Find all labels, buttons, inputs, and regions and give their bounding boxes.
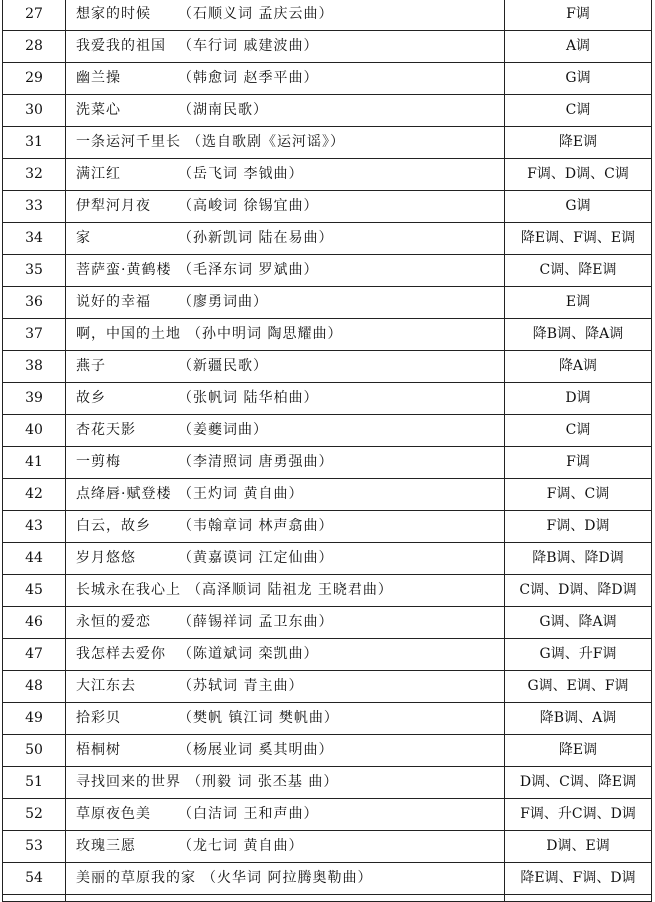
song-key: C调、降E调: [505, 255, 652, 287]
song-cell: [66, 287, 505, 319]
song-key: F调: [505, 0, 652, 31]
row-number: 42: [3, 479, 66, 511]
row-number: 29: [3, 63, 66, 95]
table-row: [3, 639, 652, 671]
song-key: G调: [505, 191, 652, 223]
song-key: F调、升C调、D调: [505, 799, 652, 831]
song-cell: [66, 767, 505, 799]
row-number: 47: [3, 639, 66, 671]
song-cell: [66, 511, 505, 543]
row-number: 30: [3, 95, 66, 127]
song-cell: [66, 159, 505, 191]
table-row: [3, 383, 652, 415]
song-credit: （王灼词 黄自曲）: [178, 486, 304, 502]
song-credit: （廖勇词曲）: [178, 294, 268, 310]
song-credit: （岳飞词 李钺曲）: [178, 166, 304, 182]
song-credit: （苏轼词 青主曲）: [178, 678, 304, 694]
song-cell: [66, 95, 505, 127]
song-title: 我怎样去爱你: [76, 646, 166, 662]
song-credit: （毛泽东词 罗斌曲）: [178, 262, 319, 278]
song-key: 降B调、降A调: [505, 319, 652, 351]
song-credit: （龙七词 黄自曲）: [178, 838, 304, 854]
song-credit: （高峻词 徐锡宜曲）: [178, 198, 319, 214]
row-number: 39: [3, 383, 66, 415]
song-key: G调、升F调: [505, 639, 652, 671]
row-number: 28: [3, 31, 66, 63]
row-number: 32: [3, 159, 66, 191]
table-row: [3, 703, 652, 735]
song-title: 一剪梅: [76, 454, 121, 470]
row-number: 38: [3, 351, 66, 383]
song-key: 降E调、F调、D调: [505, 863, 652, 895]
empty-cell: [505, 895, 652, 902]
song-key: E调: [505, 287, 652, 319]
table-row: [3, 447, 652, 479]
song-credit: （火华词 阿拉腾奥勒曲）: [202, 870, 373, 886]
table-row: [3, 479, 652, 511]
song-cell: [66, 383, 505, 415]
song-table: [2, 0, 652, 902]
song-cell: [66, 543, 505, 575]
table-row: [3, 799, 652, 831]
song-cell: [66, 479, 505, 511]
row-number: 51: [3, 767, 66, 799]
song-key: C调: [505, 95, 652, 127]
song-title: 洗菜心: [76, 102, 121, 118]
song-title: 燕子: [76, 358, 106, 374]
song-cell: [66, 191, 505, 223]
song-cell: [66, 255, 505, 287]
song-key: 降B调、降D调: [505, 543, 652, 575]
row-number: 41: [3, 447, 66, 479]
song-cell: [66, 31, 505, 63]
song-credit: （新疆民歌）: [178, 358, 268, 374]
song-credit: （选自歌剧《运河谣》）: [187, 134, 345, 150]
table-row: [3, 127, 652, 159]
song-title: 说好的幸福: [76, 294, 151, 310]
song-title: 故乡: [76, 390, 106, 406]
song-title: 草原夜色美: [76, 806, 151, 822]
song-title: 拾彩贝: [76, 710, 121, 726]
song-credit: （薛锡祥词 孟卫东曲）: [178, 614, 334, 630]
table-row: [3, 319, 652, 351]
table-row: [3, 767, 652, 799]
row-number: 36: [3, 287, 66, 319]
song-credit: （李清照词 唐勇强曲）: [178, 454, 334, 470]
row-number: 53: [3, 831, 66, 863]
row-number: 48: [3, 671, 66, 703]
song-key: G调: [505, 63, 652, 95]
table-row: [3, 0, 652, 31]
table-row: [3, 287, 652, 319]
table-row: [3, 607, 652, 639]
song-key: D调、E调: [505, 831, 652, 863]
song-key: 降E调: [505, 127, 652, 159]
song-cell: [66, 863, 505, 895]
row-number: 31: [3, 127, 66, 159]
table-row: [3, 863, 652, 895]
song-credit: （白洁词 王和声曲）: [178, 806, 319, 822]
empty-cell: [66, 895, 505, 902]
song-key: G调、E调、F调: [505, 671, 652, 703]
table-row: [3, 351, 652, 383]
song-cell: [66, 607, 505, 639]
song-cell: [66, 639, 505, 671]
song-title: 寻找回来的世界: [76, 774, 181, 790]
table-row: [3, 575, 652, 607]
song-credit: （陈道斌词 栾凯曲）: [178, 646, 319, 662]
table-row: [3, 95, 652, 127]
song-cell: [66, 671, 505, 703]
row-number: 54: [3, 863, 66, 895]
song-title: 长城永在我心上: [76, 582, 181, 598]
row-number: 52: [3, 799, 66, 831]
song-title: 杏花天影: [76, 422, 136, 438]
song-credit: （杨展业词 奚其明曲）: [178, 742, 334, 758]
table-row: [3, 415, 652, 447]
song-credit: （石顺义词 孟庆云曲）: [178, 6, 334, 22]
row-number: 35: [3, 255, 66, 287]
song-cell: [66, 703, 505, 735]
song-title: 我爱我的祖国: [76, 38, 166, 54]
table-row: [3, 63, 652, 95]
song-cell: [66, 0, 505, 31]
song-title: 点绛唇·赋登楼: [76, 486, 172, 502]
song-cell: [66, 223, 505, 255]
song-credit: （湖南民歌）: [178, 102, 268, 118]
song-credit: （孙新凯词 陆在易曲）: [178, 230, 334, 246]
song-key: F调、D调、C调: [505, 159, 652, 191]
table-row: [3, 159, 652, 191]
row-number: 49: [3, 703, 66, 735]
table-row: [3, 31, 652, 63]
song-title: 幽兰操: [76, 70, 121, 86]
song-key: 降E调、F调、E调: [505, 223, 652, 255]
table-row: [3, 255, 652, 287]
row-number: 44: [3, 543, 66, 575]
song-table-body: [3, 0, 652, 902]
song-cell: [66, 319, 505, 351]
song-key: F调、D调: [505, 511, 652, 543]
song-title: 玫瑰三愿: [76, 838, 136, 854]
song-title: 想家的时候: [76, 6, 151, 22]
row-number: 45: [3, 575, 66, 607]
song-credit: （高泽顺词 陆祖龙 王晓君曲）: [187, 582, 393, 598]
song-title: 家: [76, 230, 91, 246]
row-number: 43: [3, 511, 66, 543]
song-title: 白云，故乡: [76, 518, 151, 534]
song-title: 大江东去: [76, 678, 136, 694]
song-title: 满江红: [76, 166, 121, 182]
row-number: 37: [3, 319, 66, 351]
song-credit: （刑毅 词 张丕基 曲）: [187, 774, 339, 790]
table-row: [3, 511, 652, 543]
song-cell: [66, 735, 505, 767]
song-key: C调、D调、降D调: [505, 575, 652, 607]
row-number: 40: [3, 415, 66, 447]
song-credit: （车行词 戚建波曲）: [178, 38, 319, 54]
song-credit: （韦翰章词 林声翕曲）: [178, 518, 334, 534]
song-credit: （樊帆 镇江词 樊帆曲）: [178, 710, 339, 726]
song-title: 梧桐树: [76, 742, 121, 758]
row-number: 34: [3, 223, 66, 255]
song-cell: [66, 63, 505, 95]
song-title: 岁月悠悠: [76, 550, 136, 566]
song-key: G调、降A调: [505, 607, 652, 639]
song-key: 降A调: [505, 351, 652, 383]
song-cell: [66, 831, 505, 863]
song-key: C调: [505, 415, 652, 447]
row-number: 50: [3, 735, 66, 767]
song-credit: （张帆词 陆华柏曲）: [178, 390, 319, 406]
song-key: A调: [505, 31, 652, 63]
table-row-partial: [3, 895, 652, 902]
table-row: [3, 223, 652, 255]
song-title: 永恒的爱恋: [76, 614, 151, 630]
row-number: 33: [3, 191, 66, 223]
song-key: 降B调、A调: [505, 703, 652, 735]
empty-cell: [3, 895, 66, 902]
song-key: F调: [505, 447, 652, 479]
song-credit: （姜夔词曲）: [178, 422, 268, 438]
song-credit: （孙中明词 陶思耀曲）: [187, 326, 343, 342]
table-row: [3, 671, 652, 703]
table-row: [3, 543, 652, 575]
row-number: 27: [3, 0, 66, 31]
table-row: [3, 191, 652, 223]
song-cell: [66, 575, 505, 607]
song-key: 降E调: [505, 735, 652, 767]
table-row: [3, 735, 652, 767]
table-row: [3, 831, 652, 863]
song-key: D调、C调、降E调: [505, 767, 652, 799]
song-title: 一条运河千里长: [76, 134, 181, 150]
song-key: F调、C调: [505, 479, 652, 511]
song-credit: （韩愈词 赵季平曲）: [178, 70, 319, 86]
song-key: D调: [505, 383, 652, 415]
song-title: 美丽的草原我的家: [76, 870, 196, 886]
row-number: 46: [3, 607, 66, 639]
song-title: 伊犁河月夜: [76, 198, 151, 214]
song-cell: [66, 127, 505, 159]
song-credit: （黄嘉谟词 江定仙曲）: [178, 550, 334, 566]
song-cell: [66, 351, 505, 383]
song-cell: [66, 415, 505, 447]
song-title: 菩萨蛮·黄鹤楼: [76, 262, 172, 278]
song-cell: [66, 799, 505, 831]
song-cell: [66, 447, 505, 479]
song-title: 啊，中国的土地: [76, 326, 181, 342]
